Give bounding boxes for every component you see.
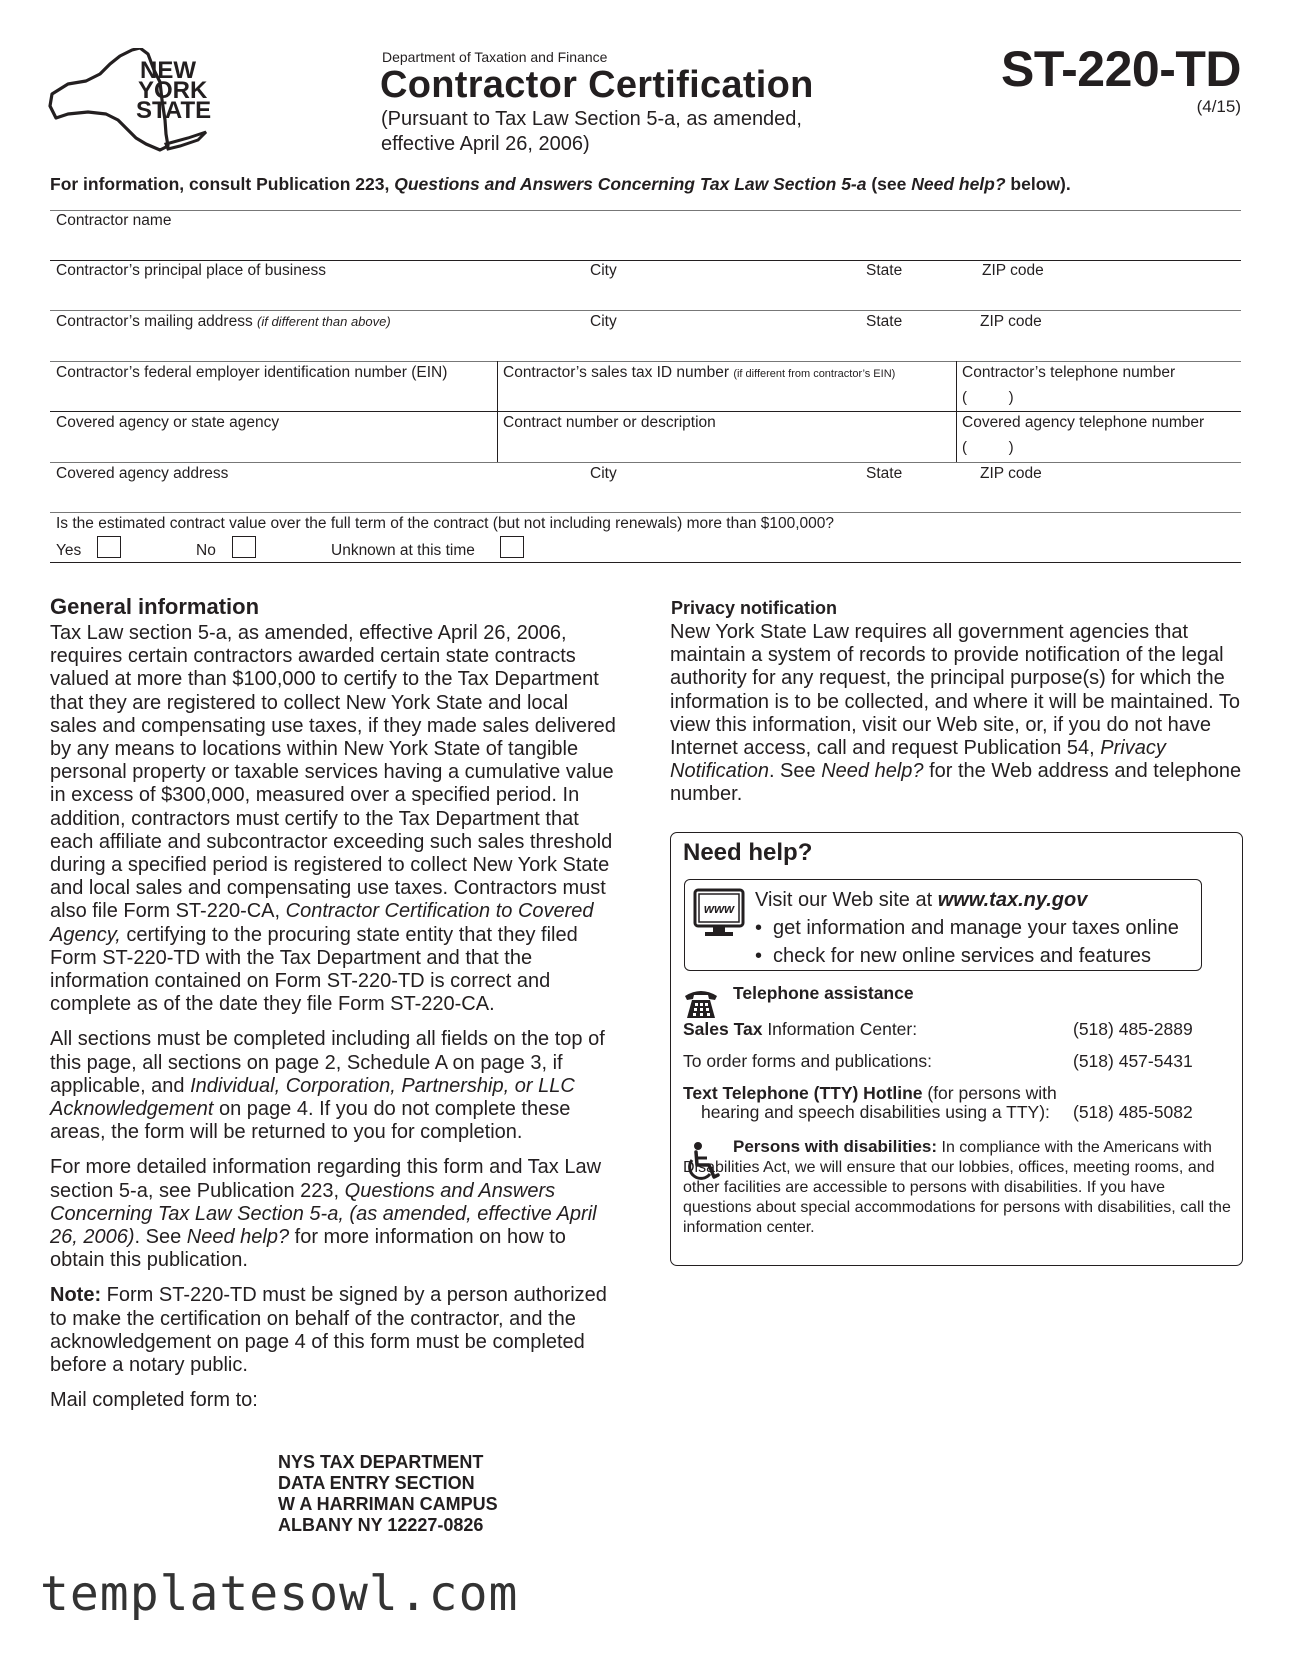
zip-label: ZIP code <box>980 465 1042 482</box>
contract-number-label: Contract number or description <box>503 414 716 431</box>
info-mid: (see <box>866 174 912 194</box>
agency-zip-field[interactable] <box>980 465 1042 483</box>
no-checkbox[interactable] <box>232 536 256 558</box>
rule <box>50 361 1241 362</box>
general-p1-b: certifying to the procuring state entity that they filed Form ST-220-TD with the Tax Department and that the information contained on Form ST-220-TD is correct and complete as of the date they file Form ST-220-CA. <box>50 923 578 1016</box>
rule <box>50 260 1241 261</box>
info-pre: For information, consult Publication 223, <box>50 174 395 194</box>
note-label: Note: <box>50 1284 102 1307</box>
general-p2-italic: Individual, Corporation, Partnership, or LLC Acknowledgement <box>50 1074 575 1121</box>
no-label: No <box>196 542 216 559</box>
tty-bold: Text Telephone (TTY) Hotline <box>683 1083 923 1103</box>
ein-label: Contractor’s federal employer identification number (EIN) <box>56 364 448 381</box>
general-para-3 <box>50 1156 620 1272</box>
tty-line-2: hearing and speech disabilities using a TTY): <box>701 1102 1050 1122</box>
agency-address-label: Covered agency address <box>56 465 229 482</box>
tty-rest: (for persons with <box>922 1083 1057 1103</box>
general-p1-a: Tax Law section 5-a, as amended, effective April 26, 2006, requires certain contractors awarded certain state contracts valued at more than $100,000 to certify to the Tax Department that they are registered to collect New York State and local sales and compensating use taxes, if they made sales delivered by any means to locations within New York State of tangible personal property or taxable services having a cumulative value in excess of $300,000, measured over a specified period. In addition, contractors must certify to the Tax Department that each affiliate and subcontractor exceeding such sales threshold during a specified period is registered to collect New York State and local sales and compensating use taxes. Contractors must also file Form ST-220-CA, <box>50 622 616 923</box>
general-p2-a: All sections must be completed including all fields on the top of this page, all sections on page 2, Schedule A on page 3, if applicable, and <box>50 1028 605 1097</box>
privacy-text-italic2: Need help? <box>821 760 924 783</box>
principal-state-field[interactable] <box>866 262 902 280</box>
mailing-note: (if different than above) <box>257 314 391 329</box>
logo-state: STATE <box>136 97 212 124</box>
general-p3-italic2: Need help? <box>186 1226 290 1249</box>
privacy-text-b: . See <box>768 760 822 783</box>
rule <box>50 462 1241 463</box>
telephone-icon <box>683 986 719 1020</box>
form-subtitle <box>381 107 861 157</box>
tty-phone[interactable]: (518) 485-5082 <box>1073 1102 1193 1122</box>
city-label: City <box>590 313 617 330</box>
sales-tax-rest: Information Center: <box>762 1019 918 1039</box>
agency-telephone-field[interactable] <box>962 414 1204 432</box>
mailing-address-label: Contractor’s mailing address <box>56 313 258 330</box>
tty-line-1 <box>683 1083 1057 1104</box>
mail-line: W A HARRIMAN CAMPUS <box>278 1494 498 1514</box>
principal-zip-field[interactable] <box>982 262 1044 280</box>
mailing-zip-field[interactable] <box>980 313 1042 331</box>
visit-text: Visit our Web site at <box>755 889 938 911</box>
principal-place-label: Contractor’s principal place of business <box>56 262 326 279</box>
disabilities-body: In compliance with the Americans with Disabilities Act, we will ensure that our lobbies, offices, meeting rooms, and other facilities are accessible to persons with disabilities. If you have questions about special accommodations for persons with disabilities, call the information center. <box>683 1139 1231 1236</box>
website-link[interactable]: www.tax.ny.gov <box>937 889 1088 911</box>
bullet-item: • check for new online services and features <box>755 942 1179 970</box>
general-p2-b: on page 4. If you do not complete these areas, the form will be returned to you for completion. <box>50 1098 571 1144</box>
mail-line: NYS TAX DEPARTMENT <box>278 1452 484 1472</box>
unknown-label: Unknown at this time <box>331 542 475 559</box>
info-line <box>50 174 1071 195</box>
watermark: templatesowl.com <box>40 1566 519 1622</box>
mail-label: Mail completed form to: <box>50 1389 258 1412</box>
privacy-body <box>670 621 1242 807</box>
general-p3-italic: Questions and Answers Concerning Tax Law Section 5-a, (as amended, effective April 26, 2006) <box>50 1179 597 1249</box>
sales-tax-id-label: Contractor’s sales tax ID number <box>503 364 734 381</box>
privacy-text-italic: Privacy Notification <box>670 737 1166 783</box>
need-help-heading: Need help? <box>683 839 813 866</box>
agency-state-field[interactable] <box>866 465 902 483</box>
mail-line: ALBANY NY 12227-0826 <box>278 1515 484 1535</box>
principal-place-field[interactable] <box>56 262 326 280</box>
forms-line: To order forms and publications: <box>683 1051 933 1071</box>
yes-label: Yes <box>56 542 82 559</box>
contractor-name-label: Contractor name <box>56 212 172 229</box>
forms-phone[interactable]: (518) 457-5431 <box>1073 1051 1193 1071</box>
mailing-address-field[interactable] <box>56 313 391 331</box>
principal-city-field[interactable] <box>590 262 617 280</box>
general-para-2 <box>50 1028 620 1144</box>
sales-tax-bold: Sales Tax <box>683 1019 763 1039</box>
mailing-state-field[interactable] <box>866 313 902 331</box>
logo-new: NEW <box>140 57 196 84</box>
telephone-heading: Telephone assistance <box>733 983 914 1003</box>
form-number: ST-220-TD <box>1000 41 1241 97</box>
rule <box>50 210 1241 211</box>
unknown-checkbox[interactable] <box>500 536 524 558</box>
form-title: Contractor Certification <box>380 64 814 106</box>
covered-agency-field[interactable] <box>56 414 279 432</box>
nys-logo <box>48 48 228 152</box>
covered-agency-label: Covered agency or state agency <box>56 414 280 431</box>
general-p1-italic: Contractor Certification to Covered Agency, <box>50 900 594 946</box>
info-pub-title: Questions and Answers Concerning Tax Law Section 5-a <box>394 174 867 194</box>
info-post: below). <box>1005 174 1071 194</box>
contractor-telephone-label: Contractor’s telephone number <box>962 364 1176 381</box>
agency-address-field[interactable] <box>56 465 228 483</box>
contract-value-question: Is the estimated contract value over the full term of the contract (but not including renewals) more than $100,000? <box>56 515 835 532</box>
agency-phone-parens: ( ) <box>962 439 1014 456</box>
disabilities-bold: Persons with disabilities: <box>733 1137 938 1156</box>
state-label: State <box>866 313 903 330</box>
privacy-text-c: for the Web address and telephone number. <box>670 760 1242 806</box>
general-info-heading: General information <box>50 594 260 619</box>
mailing-address-block <box>278 1452 498 1536</box>
sales-tax-id-field[interactable] <box>503 364 895 382</box>
zip-label: ZIP code <box>982 262 1044 279</box>
agency-city-field[interactable] <box>590 465 617 483</box>
visit-line <box>755 886 1179 914</box>
sales-tax-id-note: (if different from contractor’s EIN) <box>733 368 896 380</box>
yes-checkbox[interactable] <box>97 536 121 558</box>
mailing-city-field[interactable] <box>590 313 617 331</box>
privacy-heading: Privacy notification <box>671 598 838 618</box>
note-text: Form ST-220-TD must be signed by a person authorized to make the certification on behalf of the contractor, and the acknowledgement on page 4 of this form must be completed before a notary public. <box>50 1284 607 1377</box>
disabilities-text <box>683 1137 1235 1238</box>
general-p3-a: For more detailed information regarding this form and Tax Law section 5-a, see Publication 223, <box>50 1156 602 1202</box>
rule <box>50 310 1241 311</box>
info-need-help: Need help? <box>911 174 1006 194</box>
www-label: www <box>703 901 735 916</box>
department-name: Department of Taxation and Finance <box>382 49 608 65</box>
rule <box>50 512 1241 513</box>
general-p3-b: . See <box>134 1226 187 1249</box>
city-label: City <box>590 262 617 279</box>
agency-telephone-label: Covered agency telephone number <box>962 414 1205 431</box>
rule <box>50 411 1241 412</box>
subtitle-line-2: effective April 26, 2006) <box>381 133 590 155</box>
website-box <box>684 879 1202 971</box>
need-help-box <box>670 832 1243 1266</box>
state-label: State <box>866 465 903 482</box>
general-info-body <box>50 622 620 1425</box>
contractor-name-field[interactable] <box>56 212 171 230</box>
ein-field[interactable] <box>56 364 447 382</box>
contractor-telephone-field[interactable] <box>962 364 1175 382</box>
bullet-item: • get information and manage your taxes online <box>755 914 1179 942</box>
state-label: State <box>866 262 903 279</box>
form-revision: (4/15) <box>1196 97 1241 116</box>
sales-tax-phone[interactable]: (518) 485-2889 <box>1073 1019 1193 1039</box>
privacy-text-a: New York State Law requires all government agencies that maintain a system of records to provide notification of the legal authority for any request, the principal purpose(s) for which the information is to be collected, and where it will be maintained. To view this information, visit our Web site, or, if you do not have Internet access, call and request Publication 54, <box>670 621 1240 760</box>
zip-label: ZIP code <box>980 313 1042 330</box>
general-para-1 <box>50 622 620 1016</box>
contractor-phone-parens: ( ) <box>962 389 1014 406</box>
website-text <box>755 886 1179 970</box>
logo-york: YORK <box>138 77 208 104</box>
general-p3-c: for more information on how to obtain this publication. <box>50 1226 566 1272</box>
city-label: City <box>590 465 617 482</box>
new-york-state-outline-icon <box>48 48 228 152</box>
mail-line: DATA ENTRY SECTION <box>278 1473 475 1493</box>
subtitle-line-1: (Pursuant to Tax Law Section 5-a, as amended, <box>381 108 802 130</box>
note-para <box>50 1284 620 1377</box>
contract-number-field[interactable] <box>503 414 716 432</box>
rule <box>50 562 1241 563</box>
sales-tax-line <box>683 1019 917 1040</box>
computer-monitor-icon <box>693 888 745 940</box>
